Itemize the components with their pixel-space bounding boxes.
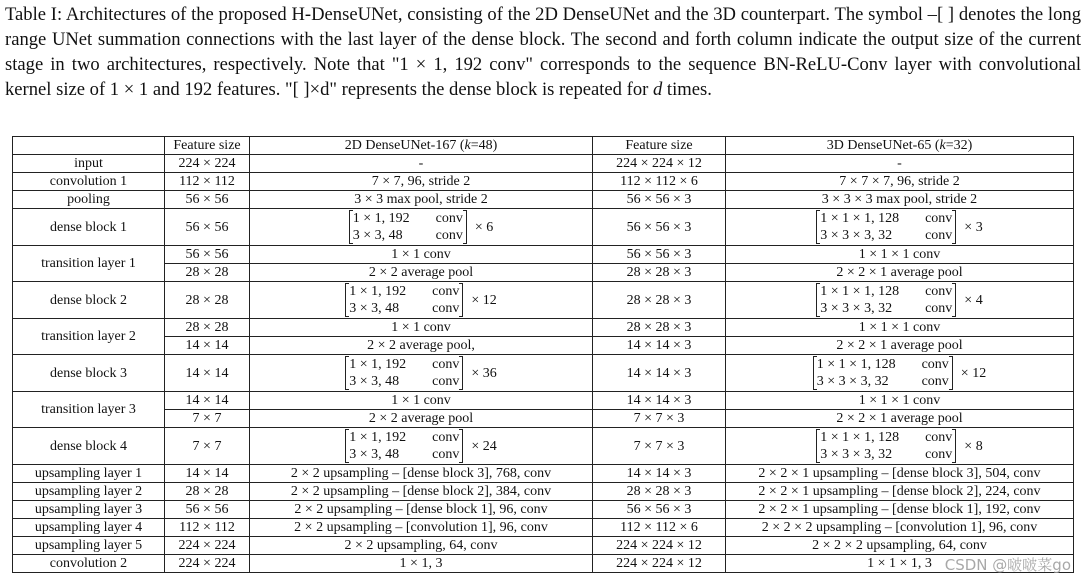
table-row	[13, 191, 1074, 209]
feature-size-3d: 7 × 7 × 3	[593, 410, 726, 428]
feature-size-3d: 224 × 224 × 12	[593, 537, 726, 555]
table-row	[13, 282, 1074, 319]
caption-text: Architectures of the proposed H-DenseUNet, consisting of the 2D DenseUNet and the 3D counterpart. The symbol –[ ] denotes the long range UNet summation connections with the last layer of the dense block. The second and forth column indicate the output size of the current stage in two architectures, respectively. Note that "1 × 1, 192 conv" corresponds to the sequence BN-ReLU-Conv layer with convolutional kernel size of 1 × 1 and 192 features. "[ ]×d" represents the dense block is repeated for	[5, 4, 1081, 100]
arch-2d: 2 × 2 upsampling – [dense block 3], 768, conv	[250, 465, 593, 483]
dense-block-matrix: 1 × 1, 192 conv 3 × 3, 48 conv	[345, 429, 463, 463]
arch-3d: 2 × 2 × 1 upsampling – [dense block 3], 504, conv	[726, 465, 1074, 483]
table-row	[13, 337, 1074, 355]
feature-size-3d: 14 × 14 × 3	[593, 465, 726, 483]
table-row	[13, 519, 1074, 537]
layer-name: dense block 1	[13, 209, 165, 246]
arch-2d: 2 × 2 average pool,	[250, 337, 593, 355]
feature-size-2d: 28 × 28	[165, 264, 250, 282]
layer-name: transition layer 3	[13, 392, 165, 428]
feature-size-3d: 14 × 14 × 3	[593, 392, 726, 410]
layer-name: pooling	[13, 191, 165, 209]
dense-block-matrix: 1 × 1, 192 conv 3 × 3, 48 conv	[345, 283, 463, 317]
arch-3d: 2 × 2 × 1 upsampling – [dense block 2], 224, conv	[726, 483, 1074, 501]
caption-tail: times.	[662, 79, 712, 100]
header-layer	[13, 137, 165, 155]
table-header-row	[13, 137, 1074, 155]
feature-size-2d: 14 × 14	[165, 355, 250, 392]
feature-size-2d: 7 × 7	[165, 428, 250, 465]
dense-block-matrix: 1 × 1 × 1, 128 conv 3 × 3 × 3, 32 conv	[816, 210, 956, 244]
arch-3d: 1 × 1 × 1, 3	[726, 555, 1074, 573]
layer-name: upsampling layer 2	[13, 483, 165, 501]
header-3d-densenet: 3D DenseUNet-65 (k=32)	[726, 137, 1074, 155]
layer-name: dense block 4	[13, 428, 165, 465]
feature-size-3d: 56 × 56 × 3	[593, 501, 726, 519]
table-row	[13, 246, 1074, 264]
arch-2d	[250, 428, 593, 465]
table-row	[13, 428, 1074, 465]
arch-3d: 2 × 2 × 1 average pool	[726, 410, 1074, 428]
table-row	[13, 537, 1074, 555]
arch-3d: 2 × 2 × 2 upsampling, 64, conv	[726, 537, 1074, 555]
layer-name: upsampling layer 3	[13, 501, 165, 519]
layer-name: input	[13, 155, 165, 173]
feature-size-3d: 224 × 224 × 12	[593, 155, 726, 173]
dense-block-matrix: 1 × 1, 192 conv 3 × 3, 48 conv	[349, 210, 467, 244]
layer-name: transition layer 2	[13, 319, 165, 355]
layer-name: upsampling layer 5	[13, 537, 165, 555]
feature-size-2d: 112 × 112	[165, 519, 250, 537]
feature-size-2d: 7 × 7	[165, 410, 250, 428]
feature-size-3d: 14 × 14 × 3	[593, 337, 726, 355]
feature-size-3d: 14 × 14 × 3	[593, 355, 726, 392]
dense-block-matrix: 1 × 1 × 1, 128 conv 3 × 3 × 3, 32 conv	[813, 356, 953, 390]
feature-size-2d: 56 × 56	[165, 246, 250, 264]
arch-2d: 1 × 1 conv	[250, 319, 593, 337]
table-row	[13, 392, 1074, 410]
repeat-count: × 12	[471, 292, 497, 308]
feature-size-2d: 112 × 112	[165, 173, 250, 191]
arch-2d: 2 × 2 upsampling – [dense block 1], 96, conv	[250, 501, 593, 519]
dense-block-matrix: 1 × 1, 192 conv 3 × 3, 48 conv	[345, 356, 463, 390]
arch-3d: 2 × 2 × 2 upsampling – [convolution 1], 96, conv	[726, 519, 1074, 537]
arch-3d: 7 × 7 × 7, 96, stride 2	[726, 173, 1074, 191]
arch-3d: 1 × 1 × 1 conv	[726, 319, 1074, 337]
header-feature-size-3d: Feature size	[593, 137, 726, 155]
architecture-table	[12, 136, 1074, 573]
arch-3d: 3 × 3 × 3 max pool, stride 2	[726, 191, 1074, 209]
layer-name: transition layer 1	[13, 246, 165, 282]
arch-3d: 2 × 2 × 1 upsampling – [dense block 1], 192, conv	[726, 501, 1074, 519]
arch-2d: 2 × 2 upsampling, 64, conv	[250, 537, 593, 555]
feature-size-3d: 56 × 56 × 3	[593, 246, 726, 264]
dense-block-matrix: 1 × 1 × 1, 128 conv 3 × 3 × 3, 32 conv	[816, 283, 956, 317]
table-row	[13, 155, 1074, 173]
arch-3d	[726, 428, 1074, 465]
arch-2d: 2 × 2 average pool	[250, 264, 593, 282]
arch-3d: 1 × 1 × 1 conv	[726, 392, 1074, 410]
repeat-count: × 3	[964, 219, 983, 235]
arch-3d: -	[726, 155, 1074, 173]
table-row	[13, 410, 1074, 428]
arch-3d	[726, 282, 1074, 319]
feature-size-2d: 224 × 224	[165, 555, 250, 573]
table-row	[13, 319, 1074, 337]
arch-2d: -	[250, 155, 593, 173]
repeat-count: × 6	[474, 219, 494, 235]
arch-2d	[250, 355, 593, 392]
repeat-count: × 4	[964, 292, 983, 308]
feature-size-2d: 28 × 28	[165, 319, 250, 337]
header-2d-densenet: 2D DenseUNet-167 (k=48)	[250, 137, 593, 155]
feature-size-3d: 28 × 28 × 3	[593, 319, 726, 337]
feature-size-3d: 224 × 224 × 12	[593, 555, 726, 573]
table-row	[13, 264, 1074, 282]
arch-3d: 1 × 1 × 1 conv	[726, 246, 1074, 264]
feature-size-2d: 56 × 56	[165, 191, 250, 209]
repeat-count: × 36	[471, 365, 497, 381]
arch-2d: 3 × 3 max pool, stride 2	[250, 191, 593, 209]
table-row	[13, 173, 1074, 191]
feature-size-3d: 28 × 28 × 3	[593, 483, 726, 501]
arch-3d: 2 × 2 × 1 average pool	[726, 337, 1074, 355]
table-row	[13, 501, 1074, 519]
dense-block-matrix: 1 × 1 × 1, 128 conv 3 × 3 × 3, 32 conv	[816, 429, 956, 463]
arch-2d	[250, 209, 593, 246]
feature-size-3d: 28 × 28 × 3	[593, 264, 726, 282]
arch-2d: 2 × 2 upsampling – [convolution 1], 96, conv	[250, 519, 593, 537]
layer-name: upsampling layer 1	[13, 465, 165, 483]
arch-2d: 2 × 2 upsampling – [dense block 2], 384, conv	[250, 483, 593, 501]
feature-size-2d: 224 × 224	[165, 155, 250, 173]
repeat-count: × 12	[960, 365, 987, 381]
feature-size-3d: 28 × 28 × 3	[593, 282, 726, 319]
table-row	[13, 555, 1074, 573]
feature-size-2d: 56 × 56	[165, 501, 250, 519]
feature-size-2d: 224 × 224	[165, 537, 250, 555]
caption-var-d: d	[652, 79, 663, 100]
feature-size-2d: 14 × 14	[165, 392, 250, 410]
feature-size-2d: 56 × 56	[165, 209, 250, 246]
arch-2d: 1 × 1 conv	[250, 246, 593, 264]
table-row	[13, 483, 1074, 501]
arch-3d: 2 × 2 × 1 average pool	[726, 264, 1074, 282]
watermark: CSDN @啵啵菜go	[944, 556, 1071, 574]
arch-2d	[250, 282, 593, 319]
layer-name: convolution 1	[13, 173, 165, 191]
arch-3d	[726, 355, 1074, 392]
feature-size-2d: 14 × 14	[165, 337, 250, 355]
layer-name: dense block 3	[13, 355, 165, 392]
header-feature-size-2d: Feature size	[165, 137, 250, 155]
feature-size-2d: 14 × 14	[165, 465, 250, 483]
arch-2d: 2 × 2 average pool	[250, 410, 593, 428]
caption-label: Table I:	[5, 4, 63, 25]
arch-2d: 7 × 7, 96, stride 2	[250, 173, 593, 191]
layer-name: convolution 2	[13, 555, 165, 573]
table-row	[13, 355, 1074, 392]
feature-size-3d: 112 × 112 × 6	[593, 519, 726, 537]
table-row	[13, 209, 1074, 246]
table-caption	[5, 2, 1081, 102]
layer-name: dense block 2	[13, 282, 165, 319]
repeat-count: × 24	[471, 438, 497, 454]
feature-size-3d: 112 × 112 × 6	[593, 173, 726, 191]
feature-size-3d: 56 × 56 × 3	[593, 191, 726, 209]
arch-3d	[726, 209, 1074, 246]
repeat-count: × 8	[964, 438, 983, 454]
arch-2d: 1 × 1 conv	[250, 392, 593, 410]
feature-size-2d: 28 × 28	[165, 282, 250, 319]
arch-2d: 1 × 1, 3	[250, 555, 593, 573]
feature-size-3d: 56 × 56 × 3	[593, 209, 726, 246]
table-row	[13, 465, 1074, 483]
layer-name: upsampling layer 4	[13, 519, 165, 537]
feature-size-3d: 7 × 7 × 3	[593, 428, 726, 465]
feature-size-2d: 28 × 28	[165, 483, 250, 501]
